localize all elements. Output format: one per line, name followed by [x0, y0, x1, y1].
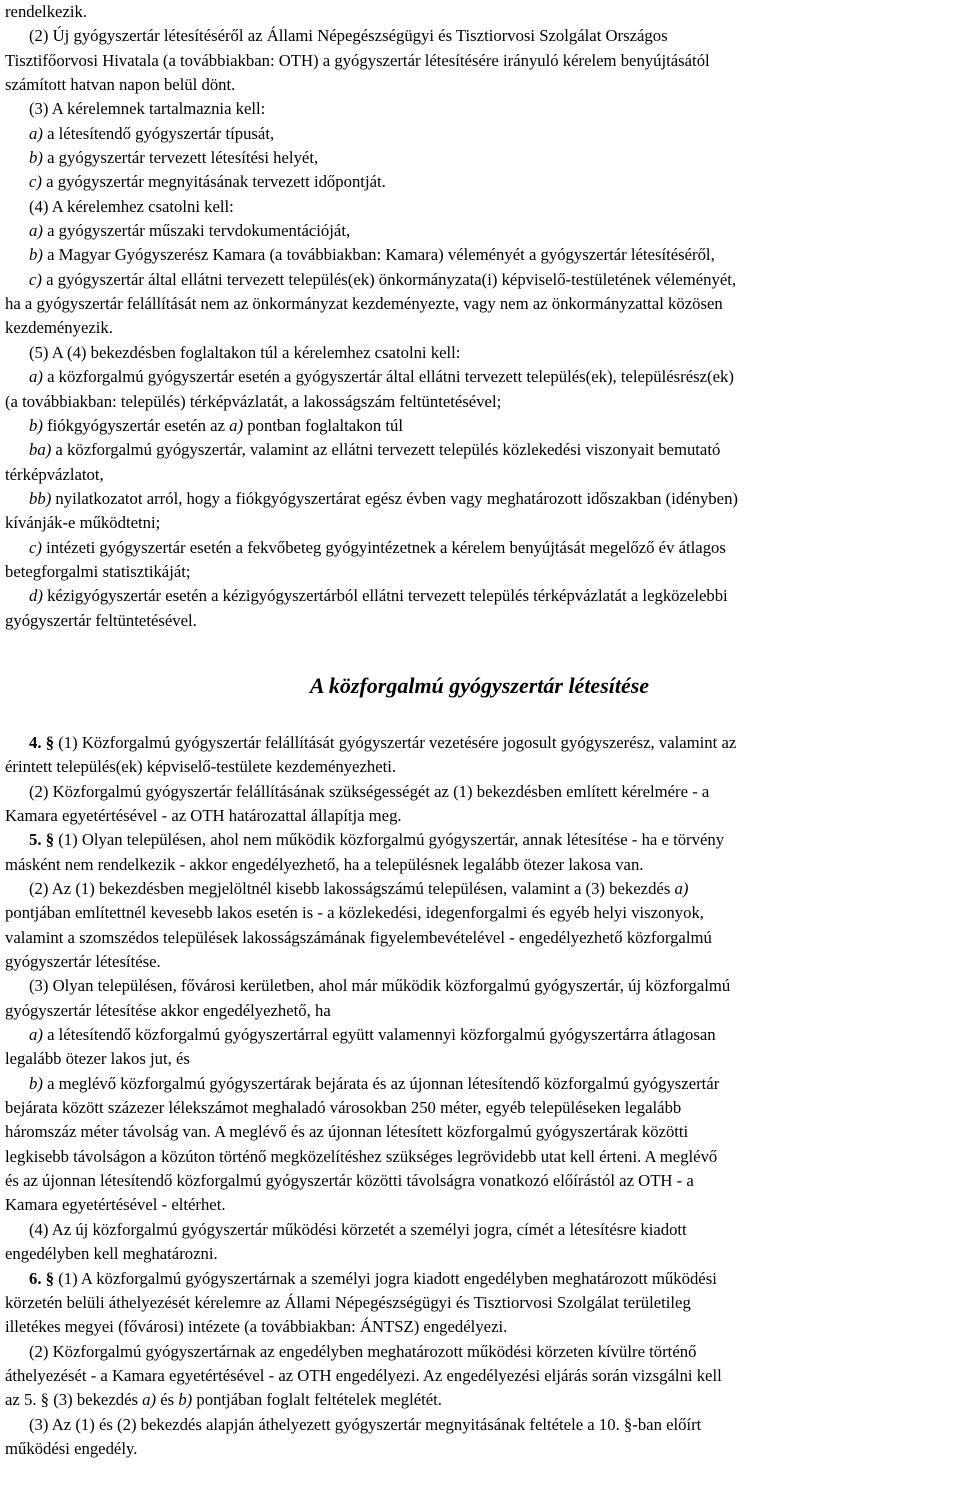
text-line: körzetén belüli áthelyezését kérelemre az Állami Népegészségügyi és Tisztiorvosi Szolgálat területileg — [5, 1292, 691, 1312]
text-line: (2) Új gyógyszertár létesítéséről az Állami Népegészségügyi és Tisztiorvosi Szolgálat Országos — [29, 26, 668, 46]
text-line: (2) Közforgalmú gyógyszertárnak az engedélyben meghatározott működési körzeten kívülre történő — [29, 1341, 697, 1361]
text-line: legkisebb távolságon a közúton történő megközelítéshez szükséges legrövidebb utat kell érteni. A meglévő — [5, 1146, 718, 1166]
text-line: (3) A kérelemnek tartalmaznia kell: — [29, 99, 266, 119]
text-line: gyógyszertár létesítése akkor engedélyezhető, ha — [5, 1000, 331, 1020]
text-line: pontjában említettnél kevesebb lakos esetén is - a közlekedési, idegenforgalmi és egyéb helyi viszonyok, — [5, 903, 704, 923]
text-line: (2) Közforgalmú gyógyszertár felállításának szükségességét az (1) bekezdésben említett kérelmére - a — [29, 781, 710, 801]
text-line: gyógyszertár feltüntetésével. — [5, 610, 197, 630]
text-line: (3) Az (1) és (2) bekezdés alapján áthelyezett gyógyszertár megnyitásának feltétele a 10. §-ban előírt — [29, 1414, 702, 1434]
text-line: érintett település(ek) képviselő-testülete kezdeményezheti. — [5, 757, 397, 777]
text-line: az 5. § (3) bekezdés a) és b) pontjában foglalt feltételek meglétét. — [5, 1390, 442, 1410]
text-line: (3) Olyan településen, fővárosi kerületben, ahol már működik közforgalmú gyógyszertár, új közforgalmú — [29, 976, 731, 996]
text-line: 4. § (1) Közforgalmú gyógyszertár felállítását gyógyszertár vezetésére jogosult gyógyszerész, valamint az — [29, 732, 737, 752]
text-line: 6. § (1) A közforgalmú gyógyszertárnak a személyi jogra kiadott engedélyben meghatározott működési — [29, 1268, 717, 1288]
text-line: másként nem rendelkezik - akkor engedélyezhető, ha a településnek legalább ötezer lakosa van. — [5, 854, 644, 874]
text-line: bb) nyilatkozatot arról, hogy a fiókgyógyszertárat egész évben vagy meghatározott időszakban (idényben) — [29, 488, 738, 508]
text-line: ba) a közforgalmú gyógyszertár, valamint az ellátni tervezett település közlekedési viszonyait bemutató — [29, 440, 721, 460]
text-line: (5) A (4) bekezdésben foglaltakon túl a kérelemhez csatolni kell: — [29, 342, 461, 362]
text-line: (4) Az új közforgalmú gyógyszertár működési körzetét a személyi jogra, címét a létesítésre kiadott — [29, 1219, 687, 1239]
section-title: A közforgalmú gyógyszertár létesítése — [309, 672, 650, 698]
text-line: b) fiókgyógyszertár esetén az a) pontban foglaltakon túl — [29, 415, 403, 435]
text-line: számított hatvan napon belül dönt. — [5, 75, 236, 95]
text-line: legalább ötezer lakos jut, és — [5, 1049, 190, 1069]
text-line: (4) A kérelemhez csatolni kell: — [29, 196, 234, 216]
text-line: rendelkezik. — [5, 2, 88, 21]
text-line: működési engedély. — [5, 1438, 138, 1458]
text-line: betegforgalmi statisztikáját; — [5, 561, 191, 581]
text-block-lower — [5, 731, 954, 1461]
text-line: 5. § (1) Olyan településen, ahol nem működik közforgalmú gyógyszertár, annak létesítése - ha e törvény — [29, 830, 725, 850]
text-line: d) kézigyógyszertár esetén a kézigyógyszertárból ellátni tervezett település térképvázlatát a legközelebbi — [29, 586, 728, 606]
text-line: a) a gyógyszertár műszaki tervdokumentációját, — [29, 221, 351, 241]
text-line: térképvázlatot, — [5, 464, 104, 484]
text-line: Tisztifőorvosi Hivatala (a továbbiakban: OTH) a gyógyszertár létesítésére irányuló kérelem benyújtásától — [5, 50, 710, 70]
text-line: a) a létesítendő közforgalmú gyógyszertárral együtt valamennyi közforgalmú gyógyszertárra átlagosan — [29, 1025, 716, 1045]
text-block-upper — [5, 0, 954, 633]
text-line: kívánják-e működtetni; — [5, 513, 161, 533]
text-line: kezdeményezik. — [5, 318, 113, 338]
text-line: b) a gyógyszertár tervezett létesítési helyét, — [29, 148, 319, 168]
text-line: valamint a szomszédos települések lakosságszámának figyelembevételével - engedélyezhető közforgalmú — [5, 927, 712, 947]
text-line: a) a közforgalmú gyógyszertár esetén a gyógyszertár által ellátni tervezett település(ek), településrész(ek) — [29, 367, 734, 387]
text-line: (2) Az (1) bekezdésben megjelöltnél kisebb lakosságszámú településen, valamint a (3) bekezdés a) — [29, 879, 689, 898]
text-line: c) a gyógyszertár megnyitásának tervezett időpontját. — [29, 172, 386, 192]
text-line: a) a létesítendő gyógyszertár típusát, — [29, 123, 275, 143]
text-line: bejárata között százezer lélekszámot meghaladó városokban 250 méter, egyéb településeken legalább — [5, 1098, 682, 1118]
text-line: ha a gyógyszertár felállítását nem az önkormányzat kezdeményezte, vagy nem az önkormányzattal közösen — [5, 294, 723, 314]
text-line: háromszáz méter távolság van. A meglévő és az újonnan létesített közforgalmú gyógyszertárak közötti — [5, 1122, 689, 1142]
text-line: (a továbbiakban: település) térképvázlatát, a lakosságszám feltüntetésével; — [5, 391, 502, 411]
text-line: engedélyben kell meghatározni. — [5, 1244, 218, 1264]
text-line: Kamara egyetértésével - az OTH határozattal állapítja meg. — [5, 805, 402, 825]
text-line: illetékes megyei (fővárosi) intézete (a továbbiakban: ÁNTSZ) engedélyezi. — [5, 1317, 508, 1337]
text-line: gyógyszertár létesítése. — [5, 952, 161, 972]
text-line: és az újonnan létesítendő közforgalmú gyógyszertár közötti távolságra vonatkozó előírástól az OTH - a — [5, 1171, 694, 1191]
text-line: b) a Magyar Gyógyszerész Kamara (a továbbiakban: Kamara) véleményét a gyógyszertár létesítéséről, — [29, 245, 715, 265]
text-line: b) a meglévő közforgalmú gyógyszertárak bejárata és az újonnan létesítendő közforgalmú gyógyszertár — [29, 1073, 720, 1093]
text-line: c) intézeti gyógyszertár esetén a fekvőbeteg gyógyintézetnek a kérelem benyújtását megelőző év átlagos — [29, 537, 726, 557]
text-line: c) a gyógyszertár által ellátni tervezett település(ek) önkormányzata(i) képviselő-testületének véleményét, — [29, 269, 737, 289]
text-line: áthelyezését - a Kamara egyetértésével - az OTH engedélyezi. Az engedélyezési eljárás során vizsgálni kell — [5, 1365, 722, 1385]
text-line: Kamara egyetértésével - eltérhet. — [5, 1195, 226, 1215]
